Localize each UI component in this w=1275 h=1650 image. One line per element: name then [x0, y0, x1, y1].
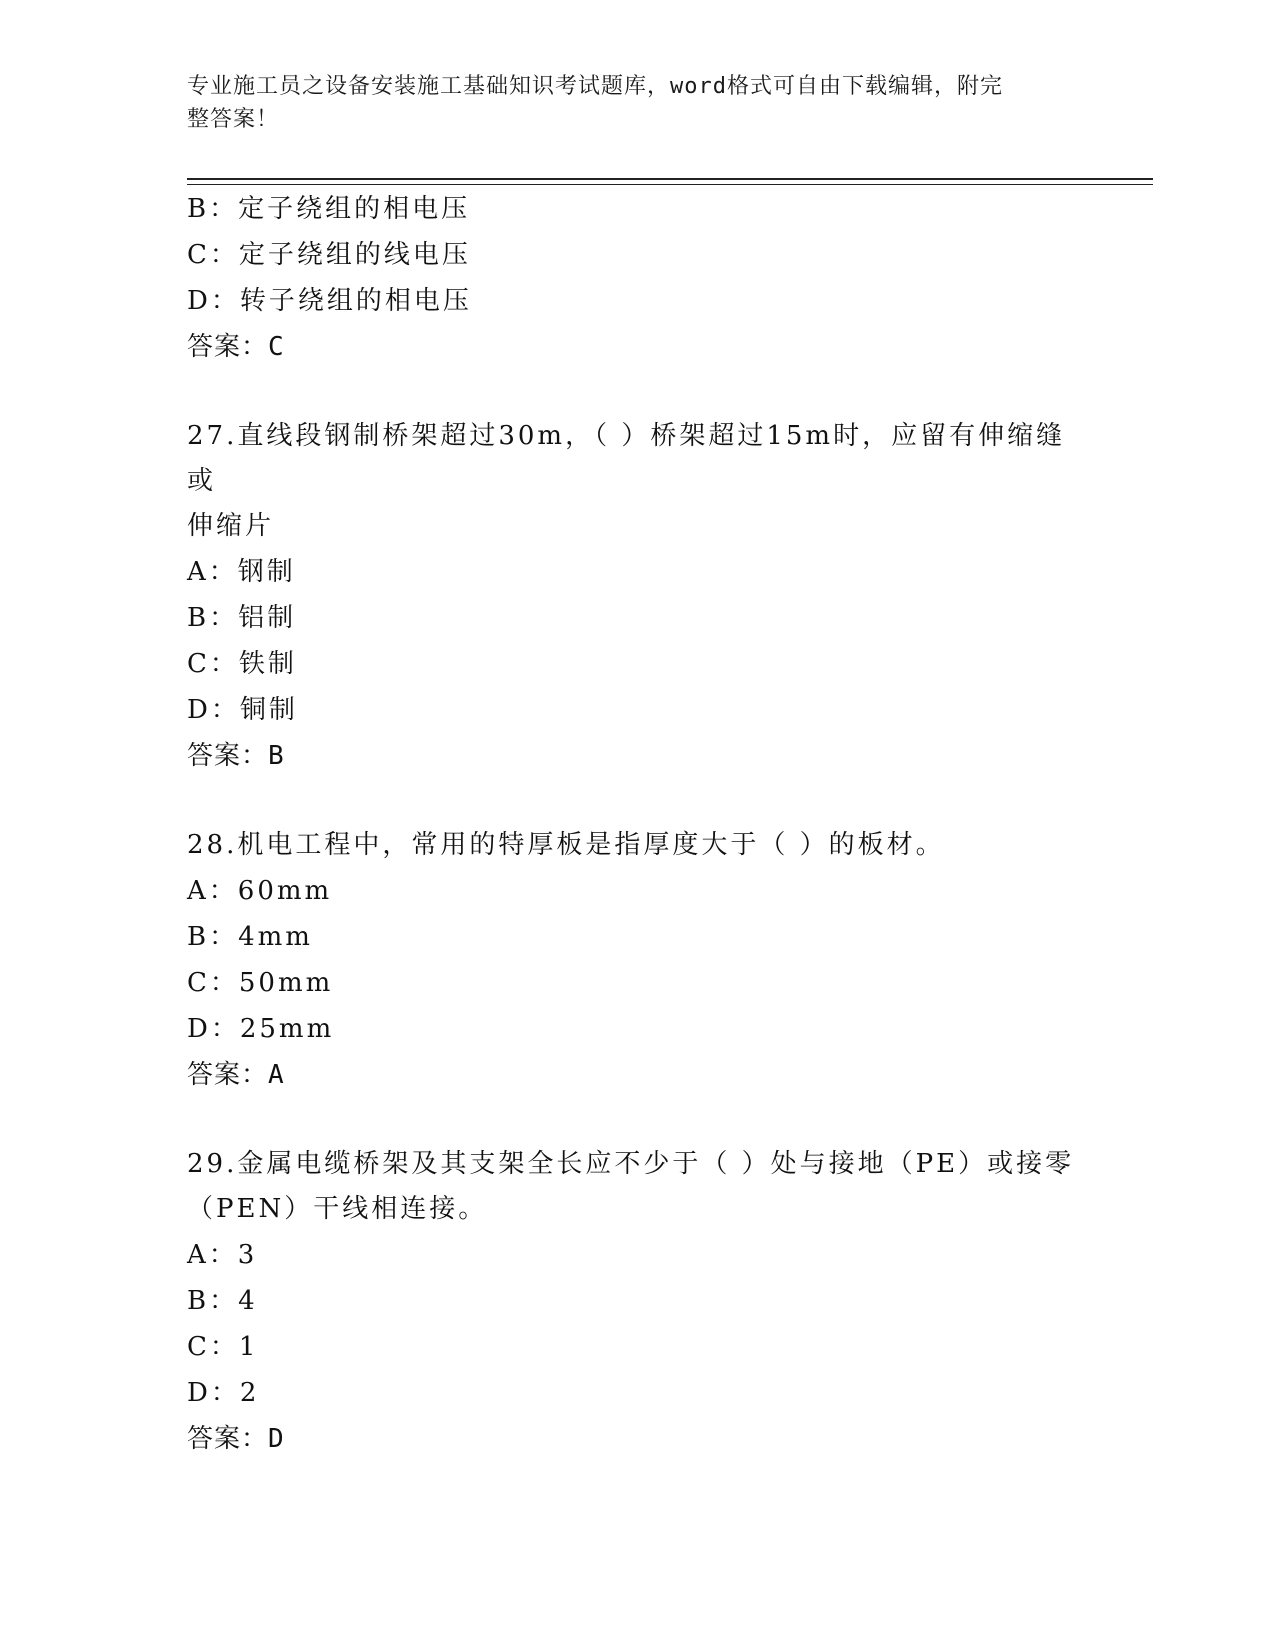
option-b: B：4mm: [187, 922, 313, 952]
answer-line: 答案：B: [187, 741, 285, 771]
option-c: C：50mm: [187, 968, 334, 998]
option-b: B：定子绕组的相电压: [187, 194, 471, 224]
header-line-1: 专业施工员之设备安装施工基础知识考试题库，word格式可自由下载编辑，附完: [187, 74, 1003, 99]
question-29: [187, 1142, 1087, 1462]
option-a: A：钢制: [187, 557, 296, 587]
option-d: D：铜制: [187, 695, 298, 725]
prev-question-block: [187, 186, 1087, 370]
answer-line: 答案：D: [187, 1424, 285, 1454]
question-stem-line-1: 28.机电工程中，常用的特厚板是指厚度大于（ ）的板材。: [187, 830, 945, 860]
header-rule-thick: [187, 178, 1153, 180]
option-b: B：铝制: [187, 603, 297, 633]
option-b: B：4: [187, 1286, 258, 1316]
question-stem-line-2: （PEN）干线相连接。: [187, 1194, 488, 1224]
option-c: C：定子绕组的线电压: [187, 240, 471, 270]
option-d: D：2: [187, 1378, 260, 1408]
question-stem: [187, 1142, 1077, 1232]
option-c: C：铁制: [187, 649, 297, 679]
question-stem: [187, 823, 1077, 868]
answer-line: 答案：A: [187, 1060, 285, 1090]
option-d: D：转子绕组的相电压: [187, 286, 472, 316]
answer-line: 答案：C: [187, 332, 285, 362]
header-line-2: 整答案！: [187, 107, 280, 132]
header-rule-thin: [187, 184, 1153, 185]
question-content: [187, 186, 1087, 1462]
question-27: [187, 414, 1087, 779]
question-stem-line-1: 27.直线段钢制桥架超过30m，（ ）桥架超过15m时，应留有伸缩缝或: [187, 421, 1066, 496]
question-stem: [187, 414, 1077, 549]
document-header: [187, 70, 1067, 136]
question-28: [187, 823, 1087, 1098]
option-a: A：3: [187, 1240, 258, 1270]
option-c: C：1: [187, 1332, 259, 1362]
option-d: D：25mm: [187, 1014, 335, 1044]
option-a: A：60mm: [187, 876, 333, 906]
question-stem-line-2: 伸缩片: [187, 511, 275, 541]
question-stem-line-1: 29.金属电缆桥架及其支架全长应不少于（ ）处与接地（PE）或接零: [187, 1149, 1075, 1179]
